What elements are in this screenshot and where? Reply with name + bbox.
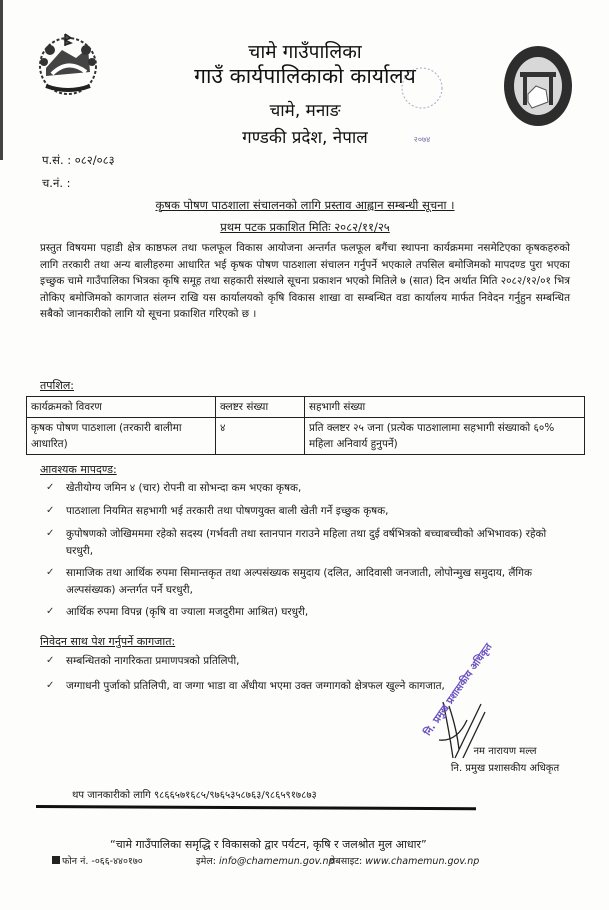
table-row <box>27 418 585 455</box>
check-icon: ✓ <box>46 655 55 666</box>
office-location: चामे, मनाङ <box>269 101 341 121</box>
list-item <box>46 503 566 520</box>
table-header: कार्यक्रमको विवरण <box>27 397 216 418</box>
phone-icon <box>52 856 60 864</box>
list-item-text: सम्बन्धितको नागरिकता प्रमाणपत्रको प्रतिलिपी, <box>66 655 240 667</box>
signatory-name: नम नारायण मल्ल <box>473 746 537 757</box>
municipality-name: चामे गाउँपालिका <box>248 41 362 63</box>
list-item <box>46 604 566 621</box>
list-item-text: आर्थिक रुपमा विपन्न (कृषि वा ज्याला मजदुरीमा आश्रित) घरधुरी, <box>66 606 309 618</box>
list-item <box>46 526 566 559</box>
check-icon: ✓ <box>46 680 55 691</box>
patra-sankhya: प.सं. : ०८२/०८३ <box>42 153 115 167</box>
seal-year: २०७४ <box>413 135 431 144</box>
table-cell: कृषक पोषण पाठशाला (तरकारी बालीमा आधारित) <box>27 418 216 455</box>
table-cell: ४ <box>216 418 305 455</box>
footer-email <box>196 854 335 867</box>
signatory-designation: नि. प्रमुख प्रशासकीय अधिकृत <box>450 763 560 774</box>
list-item-text: सामाजिक तथा आर्थिक रुपमा सिमान्तकृत तथा अल्पसंख्यक समुदाय (दलित, आदिवासी जनजाती, लोपोन्मुख समुदाय, लैंगिक अल्पसंख्यक) अन्तर्गत पर्ने घरधुरी, <box>66 567 532 596</box>
list-item-text: कुपोषणको जोखिमममा रहेको सदस्य (गर्भवती तथा स्तानपान गराउने महिला तथा दुई वर्षभित्रको बच्चाबच्चीको अभिभावक) रहेको घरधुरी, <box>66 528 547 557</box>
municipality-logo-icon <box>502 44 574 128</box>
phone-text: फोन नं. -०६६-४४०१७० <box>62 856 143 867</box>
list-item-text: पाठशाला नियमित सहभागी भई तरकारी तथा पोषणयुक्त बाली खेती गर्ने इच्छुक कृषक, <box>66 505 389 517</box>
list-item-text: जग्गाधनी पुर्जाको प्रतिलिपी, वा जग्गा भाडा वा अँधीया भएमा उक्त जग्गागको क्षेत्रफल खुल्ने कागजात, <box>66 680 445 692</box>
nepal-emblem-icon <box>32 28 104 100</box>
published-date: प्रथम पटक प्रकाशित मितिः २०८२/११/२५ <box>220 220 390 234</box>
table-header-row <box>27 397 585 418</box>
more-info-phones: थप जानकारीको लागि ९८६६५७१६८५/९७६५३५८७६३/९८६५९१७८७३ <box>72 790 317 801</box>
criteria-heading: आवश्यक मापदण्ड: <box>40 463 117 476</box>
check-icon: ✓ <box>46 528 55 539</box>
check-icon: ✓ <box>46 482 55 493</box>
footer-website <box>330 854 479 867</box>
check-icon: ✓ <box>46 606 55 617</box>
website-link[interactable]: www.chamemun.gov.np <box>365 856 480 867</box>
table-cell: प्रति क्लष्टर २५ जना (प्रत्येक पाठशालामा सहभागी संख्याको ६०% महिला अनिवार्य हुनुपर्ने) <box>305 418 585 455</box>
details-table <box>26 396 585 455</box>
notice-body: प्रस्तुत विषयमा पहाडी क्षेत्र काष्ठफल तथा फलफूल विकास आयोजना अन्तर्गत फलफूल बगैंचा स्थापना कार्यक्रममा नसमेटिएका कृषकहरुको लागि तरकारी तथा अन्य बालीहरुमा आधारित भई कृषक पोषण पाठशाला संचालन गर्नुपर्ने भएकाले तपसिल बमोजिमको मापदण्ड पुरा भएका इच्छुक चामे गाउँपालिका भित्रका कृषि समूह तथा सहकारी संस्थाले सूचना प्रकाशन भएको मितिले ७ (सात) दिन अर्थात मिति २०८२/१२/०१ भित्र तोकिए बमोजिमको कागजात संलग्न राखि यस कार्यालयको कृषि विकास शाखा वा सम्बन्धित वडा कार्यालय मार्फत निवेदन गर्नुहुन सम्बन्धित सबैको जानकारीको लागि यो सूचना प्रकाशित गरिएको छ । <box>40 242 570 321</box>
office-seal-icon <box>392 62 452 152</box>
email-label: इमेल: <box>196 856 216 867</box>
chalani-number: च.नं. : <box>42 176 71 190</box>
office-province: गण्डकी प्रदेश, नेपाल <box>242 128 368 148</box>
check-icon: ✓ <box>46 567 55 578</box>
list-item <box>46 565 566 598</box>
details-heading: तपशिल: <box>40 379 75 392</box>
footer-divider <box>36 805 476 810</box>
table-header: सहभागी संख्या <box>305 397 585 418</box>
list-item <box>46 678 566 695</box>
footer-phone <box>52 854 143 867</box>
footer-slogan: “चामे गाउँपालिका समृद्धि र विकासको द्वार पर्यटन, कृषि र जलश्रोत मुल आधार” <box>110 838 427 851</box>
notice-title: कृषक पोषण पाठशाला संचालनको लागि प्रस्ताव आह्वान सम्बन्धी सूचना । <box>155 198 455 212</box>
documents-heading: निवेदन साथ पेश गर्नुपर्ने कागजात: <box>40 635 176 648</box>
list-item <box>46 480 566 497</box>
website-label: वेबसाइट: <box>330 856 363 867</box>
check-icon: ✓ <box>46 505 55 516</box>
list-item-text: खेतीयोग्य जमिन ४ (चार) रोपनी वा सोभन्दा कम भएका कृषक, <box>66 482 302 494</box>
designation-stamp: नि. प्रमुख प्रशासकीय अधिकृत <box>422 641 495 739</box>
list-item <box>46 653 566 670</box>
email-link[interactable]: info@chamemun.gov.np <box>219 856 335 867</box>
scan-edge <box>0 0 3 160</box>
office-name: गाउँ कार्यपालिकाको कार्यालय <box>194 64 416 88</box>
municipality-logo <box>502 44 574 128</box>
table-header: क्लष्टर संख्या <box>216 397 305 418</box>
